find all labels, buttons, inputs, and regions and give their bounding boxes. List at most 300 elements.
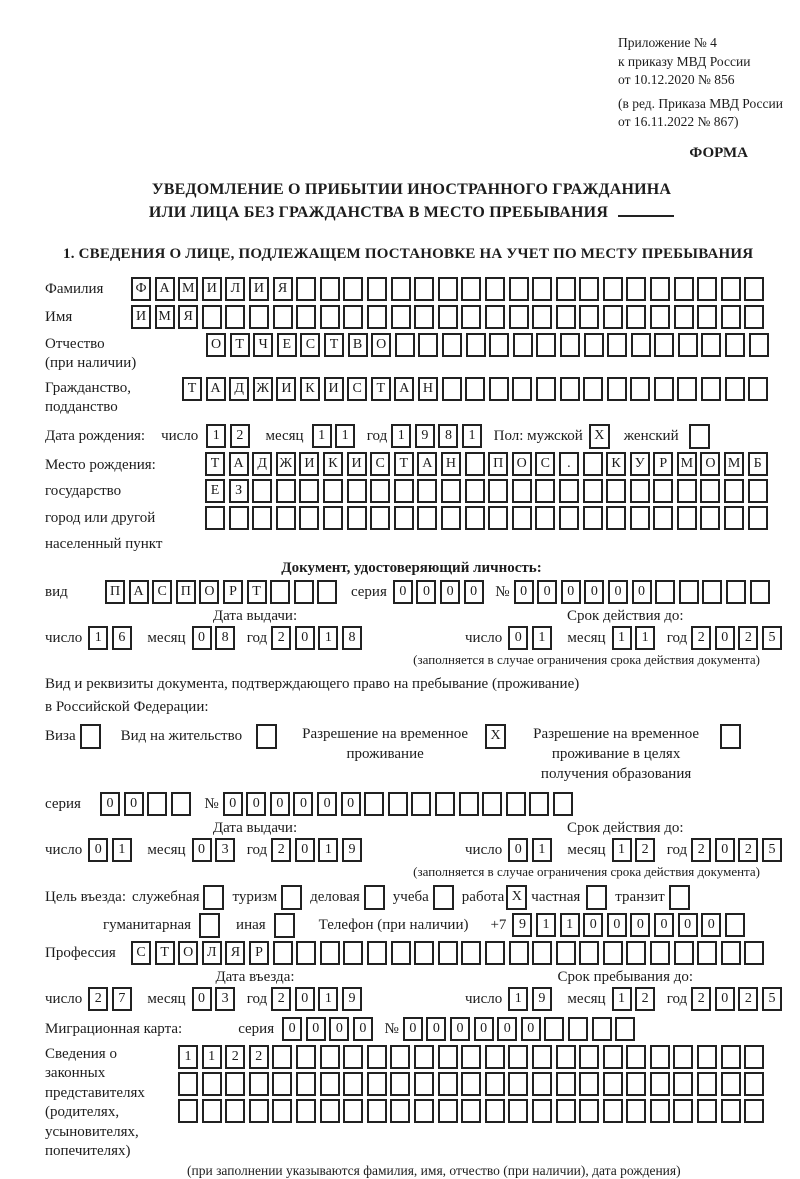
surname-cell[interactable]: [579, 277, 599, 301]
birthplace-cell[interactable]: [653, 479, 673, 503]
given-name-cell[interactable]: [273, 305, 293, 329]
surname-cell[interactable]: [674, 277, 694, 301]
representative-cell[interactable]: [225, 1099, 245, 1123]
citizenship-cell[interactable]: Н: [418, 377, 438, 401]
surname-cell[interactable]: [509, 277, 529, 301]
visa-checkbox[interactable]: [80, 724, 101, 749]
patronymic-cell[interactable]: [395, 333, 415, 357]
permit-valid-month-cell[interactable]: 1: [612, 838, 632, 862]
patronymic-cell[interactable]: [725, 333, 745, 357]
entry-year-cell[interactable]: 2: [271, 987, 291, 1011]
profession-cell[interactable]: [532, 941, 552, 965]
birthplace-cell[interactable]: [323, 506, 343, 530]
patronymic-cell[interactable]: Т: [230, 333, 250, 357]
entry-day-cell[interactable]: 7: [112, 987, 132, 1011]
patronymic-cell[interactable]: [536, 333, 556, 357]
birth-day-cell[interactable]: 1: [206, 424, 226, 448]
citizenship-cell[interactable]: [512, 377, 532, 401]
permit-number-cell[interactable]: 0: [270, 792, 290, 816]
temp-residence-checkbox[interactable]: X: [485, 724, 506, 749]
entry-day-cell[interactable]: 2: [88, 987, 108, 1011]
representative-cell[interactable]: [438, 1045, 458, 1069]
surname-cell[interactable]: [343, 277, 363, 301]
doc-valid-year-cell[interactable]: 2: [738, 626, 758, 650]
doc-valid-year-cell[interactable]: 5: [762, 626, 782, 650]
patronymic-cell[interactable]: С: [300, 333, 320, 357]
given-name-cell[interactable]: [556, 305, 576, 329]
profession-cell[interactable]: О: [178, 941, 198, 965]
representative-cell[interactable]: [721, 1099, 741, 1123]
permit-number-cell[interactable]: [553, 792, 573, 816]
surname-cell[interactable]: [391, 277, 411, 301]
surname-cell[interactable]: [603, 277, 623, 301]
doc-issue-year-cell[interactable]: 8: [342, 626, 362, 650]
permit-valid-year-cell[interactable]: 2: [738, 838, 758, 862]
birthplace-cell[interactable]: [748, 506, 768, 530]
doc-number-cell[interactable]: [655, 580, 675, 604]
patronymic-cell[interactable]: [749, 333, 769, 357]
doc-number-cell[interactable]: 0: [561, 580, 581, 604]
given-name-cell[interactable]: [320, 305, 340, 329]
representative-cell[interactable]: [532, 1072, 552, 1096]
doc-series-cell[interactable]: 0: [464, 580, 484, 604]
citizenship-cell[interactable]: [725, 377, 745, 401]
citizenship-cell[interactable]: [654, 377, 674, 401]
representative-cell[interactable]: [461, 1045, 481, 1069]
doc-issue-month-cell[interactable]: 8: [215, 626, 235, 650]
birthplace-cell[interactable]: [417, 506, 437, 530]
birthplace-cell[interactable]: [700, 506, 720, 530]
citizenship-cell[interactable]: Т: [371, 377, 391, 401]
profession-cell[interactable]: Л: [202, 941, 222, 965]
permit-issue-year-cell[interactable]: 2: [271, 838, 291, 862]
birth-year-cell[interactable]: 8: [438, 424, 458, 448]
birthplace-cell[interactable]: [394, 479, 414, 503]
surname-cell[interactable]: [414, 277, 434, 301]
birthplace-cell[interactable]: .: [559, 452, 579, 476]
migration-number-cell[interactable]: 0: [426, 1017, 446, 1041]
migration-series-cell[interactable]: 0: [353, 1017, 373, 1041]
birthplace-cell[interactable]: [465, 452, 485, 476]
given-name-cell[interactable]: [343, 305, 363, 329]
surname-cell[interactable]: А: [155, 277, 175, 301]
representative-cell[interactable]: [579, 1099, 599, 1123]
purpose-private-checkbox[interactable]: [586, 885, 607, 910]
citizenship-cell[interactable]: [583, 377, 603, 401]
citizenship-cell[interactable]: [489, 377, 509, 401]
permit-series-cell[interactable]: [171, 792, 191, 816]
surname-cell[interactable]: [650, 277, 670, 301]
birthplace-cell[interactable]: [630, 479, 650, 503]
birthplace-cell[interactable]: А: [229, 452, 249, 476]
profession-cell[interactable]: [603, 941, 623, 965]
doc-kind-cell[interactable]: Т: [247, 580, 267, 604]
birthplace-cell[interactable]: [347, 506, 367, 530]
birthplace-cell[interactable]: У: [630, 452, 650, 476]
surname-cell[interactable]: М: [178, 277, 198, 301]
representative-cell[interactable]: [320, 1045, 340, 1069]
profession-cell[interactable]: [509, 941, 529, 965]
given-name-cell[interactable]: [579, 305, 599, 329]
representative-cell[interactable]: [438, 1099, 458, 1123]
phone-digit-cell[interactable]: 1: [560, 913, 580, 937]
permit-valid-month-cell[interactable]: 2: [635, 838, 655, 862]
permit-number-cell[interactable]: [506, 792, 526, 816]
representative-cell[interactable]: [721, 1072, 741, 1096]
representative-cell[interactable]: 1: [178, 1045, 198, 1069]
permit-valid-year-cell[interactable]: 5: [762, 838, 782, 862]
representative-cell[interactable]: [485, 1045, 505, 1069]
representative-cell[interactable]: [744, 1045, 764, 1069]
phone-digit-cell[interactable]: 0: [654, 913, 674, 937]
citizenship-cell[interactable]: [630, 377, 650, 401]
birthplace-cell[interactable]: И: [299, 452, 319, 476]
profession-cell[interactable]: [296, 941, 316, 965]
profession-cell[interactable]: [626, 941, 646, 965]
representative-cell[interactable]: [367, 1072, 387, 1096]
patronymic-cell[interactable]: [513, 333, 533, 357]
profession-cell[interactable]: [438, 941, 458, 965]
permit-valid-year-cell[interactable]: 0: [715, 838, 735, 862]
birthplace-cell[interactable]: М: [677, 452, 697, 476]
sex-female-checkbox[interactable]: [689, 424, 710, 449]
profession-cell[interactable]: [650, 941, 670, 965]
permit-issue-year-cell[interactable]: 1: [318, 838, 338, 862]
entry-month-cell[interactable]: 3: [215, 987, 235, 1011]
phone-digit-cell[interactable]: 0: [583, 913, 603, 937]
birthplace-cell[interactable]: [724, 506, 744, 530]
migration-series-cell[interactable]: 0: [306, 1017, 326, 1041]
permit-issue-month-cell[interactable]: 0: [192, 838, 212, 862]
temp-edu-checkbox[interactable]: [720, 724, 741, 749]
given-name-cell[interactable]: [626, 305, 646, 329]
representative-cell[interactable]: [178, 1099, 198, 1123]
entry-year-cell[interactable]: 1: [318, 987, 338, 1011]
migration-number-cell[interactable]: [615, 1017, 635, 1041]
purpose-study-checkbox[interactable]: [433, 885, 454, 910]
purpose-official-checkbox[interactable]: [203, 885, 224, 910]
given-name-cell[interactable]: М: [155, 305, 175, 329]
representative-cell[interactable]: [697, 1072, 717, 1096]
given-name-cell[interactable]: [438, 305, 458, 329]
given-name-cell[interactable]: [485, 305, 505, 329]
representative-cell[interactable]: [532, 1099, 552, 1123]
representative-cell[interactable]: [296, 1072, 316, 1096]
representative-cell[interactable]: [320, 1099, 340, 1123]
profession-cell[interactable]: [414, 941, 434, 965]
birthplace-cell[interactable]: [488, 479, 508, 503]
permit-number-cell[interactable]: [529, 792, 549, 816]
given-name-cell[interactable]: [603, 305, 623, 329]
profession-cell[interactable]: [485, 941, 505, 965]
profession-cell[interactable]: [721, 941, 741, 965]
surname-cell[interactable]: [485, 277, 505, 301]
birthplace-cell[interactable]: [229, 506, 249, 530]
permit-number-cell[interactable]: 0: [223, 792, 243, 816]
doc-issue-year-cell[interactable]: 0: [295, 626, 315, 650]
surname-cell[interactable]: [697, 277, 717, 301]
surname-cell[interactable]: [532, 277, 552, 301]
birthplace-cell[interactable]: [583, 452, 603, 476]
profession-cell[interactable]: [579, 941, 599, 965]
profession-cell[interactable]: [273, 941, 293, 965]
birthplace-cell[interactable]: [700, 479, 720, 503]
representative-cell[interactable]: [343, 1072, 363, 1096]
birthplace-cell[interactable]: [559, 479, 579, 503]
surname-cell[interactable]: Ф: [131, 277, 151, 301]
patronymic-cell[interactable]: Т: [324, 333, 344, 357]
representative-cell[interactable]: [249, 1072, 269, 1096]
patronymic-cell[interactable]: О: [206, 333, 226, 357]
representative-cell[interactable]: [508, 1045, 528, 1069]
representative-cell[interactable]: [202, 1072, 222, 1096]
birthplace-cell[interactable]: [441, 479, 461, 503]
stay-year-cell[interactable]: 0: [715, 987, 735, 1011]
birthplace-cell[interactable]: А: [417, 452, 437, 476]
representative-cell[interactable]: [296, 1045, 316, 1069]
given-name-cell[interactable]: [367, 305, 387, 329]
doc-number-cell[interactable]: [679, 580, 699, 604]
phone-digit-cell[interactable]: 0: [701, 913, 721, 937]
sex-male-checkbox[interactable]: X: [589, 424, 610, 449]
patronymic-cell[interactable]: О: [371, 333, 391, 357]
representative-cell[interactable]: [461, 1099, 481, 1123]
representative-cell[interactable]: [532, 1045, 552, 1069]
patronymic-cell[interactable]: [631, 333, 651, 357]
representative-cell[interactable]: [390, 1099, 410, 1123]
given-name-cell[interactable]: [296, 305, 316, 329]
profession-cell[interactable]: [744, 941, 764, 965]
surname-cell[interactable]: [744, 277, 764, 301]
permit-issue-day-cell[interactable]: 1: [112, 838, 132, 862]
surname-cell[interactable]: [367, 277, 387, 301]
given-name-cell[interactable]: [461, 305, 481, 329]
birthplace-cell[interactable]: [677, 506, 697, 530]
surname-cell[interactable]: Я: [273, 277, 293, 301]
birthplace-cell[interactable]: [748, 479, 768, 503]
representative-cell[interactable]: [320, 1072, 340, 1096]
birthplace-cell[interactable]: Б: [748, 452, 768, 476]
permit-number-cell[interactable]: [482, 792, 502, 816]
representative-cell[interactable]: [556, 1099, 576, 1123]
representative-cell[interactable]: [626, 1072, 646, 1096]
representative-cell[interactable]: [414, 1045, 434, 1069]
representative-cell[interactable]: [673, 1045, 693, 1069]
given-name-cell[interactable]: [249, 305, 269, 329]
profession-cell[interactable]: [391, 941, 411, 965]
birthplace-cell[interactable]: Д: [252, 452, 272, 476]
doc-kind-cell[interactable]: Р: [223, 580, 243, 604]
representative-cell[interactable]: [603, 1099, 623, 1123]
doc-valid-month-cell[interactable]: 1: [635, 626, 655, 650]
representative-cell[interactable]: [249, 1099, 269, 1123]
surname-cell[interactable]: [296, 277, 316, 301]
birthplace-cell[interactable]: [512, 506, 532, 530]
citizenship-cell[interactable]: К: [300, 377, 320, 401]
representative-cell[interactable]: 1: [202, 1045, 222, 1069]
representative-cell[interactable]: [438, 1072, 458, 1096]
entry-year-cell[interactable]: 0: [295, 987, 315, 1011]
birth-year-cell[interactable]: 1: [391, 424, 411, 448]
purpose-humanitarian-checkbox[interactable]: [199, 913, 220, 938]
birthplace-cell[interactable]: [653, 506, 673, 530]
birthplace-cell[interactable]: [465, 479, 485, 503]
representative-cell[interactable]: [485, 1072, 505, 1096]
doc-number-cell[interactable]: 0: [584, 580, 604, 604]
citizenship-cell[interactable]: А: [394, 377, 414, 401]
birthplace-cell[interactable]: [347, 479, 367, 503]
doc-kind-cell[interactable]: [294, 580, 314, 604]
birthplace-cell[interactable]: [441, 506, 461, 530]
profession-cell[interactable]: [320, 941, 340, 965]
profession-cell[interactable]: Р: [249, 941, 269, 965]
permit-number-cell[interactable]: [435, 792, 455, 816]
stay-year-cell[interactable]: 2: [691, 987, 711, 1011]
birthplace-cell[interactable]: О: [512, 452, 532, 476]
doc-kind-cell[interactable]: П: [105, 580, 125, 604]
birthplace-cell[interactable]: [583, 479, 603, 503]
doc-number-cell[interactable]: [702, 580, 722, 604]
purpose-business-checkbox[interactable]: [364, 885, 385, 910]
permit-valid-day-cell[interactable]: 1: [532, 838, 552, 862]
representative-cell[interactable]: [579, 1072, 599, 1096]
patronymic-cell[interactable]: [489, 333, 509, 357]
patronymic-cell[interactable]: [701, 333, 721, 357]
birthplace-cell[interactable]: М: [724, 452, 744, 476]
permit-series-cell[interactable]: [147, 792, 167, 816]
citizenship-cell[interactable]: [536, 377, 556, 401]
doc-number-cell[interactable]: 0: [514, 580, 534, 604]
permit-number-cell[interactable]: [364, 792, 384, 816]
permit-valid-day-cell[interactable]: 0: [508, 838, 528, 862]
representative-cell[interactable]: [296, 1099, 316, 1123]
citizenship-cell[interactable]: [607, 377, 627, 401]
given-name-cell[interactable]: [697, 305, 717, 329]
citizenship-cell[interactable]: [465, 377, 485, 401]
given-name-cell[interactable]: [225, 305, 245, 329]
birthplace-cell[interactable]: [323, 479, 343, 503]
purpose-other-checkbox[interactable]: [274, 913, 295, 938]
birthplace-cell[interactable]: [276, 506, 296, 530]
migration-number-cell[interactable]: 0: [521, 1017, 541, 1041]
representative-cell[interactable]: [367, 1045, 387, 1069]
surname-cell[interactable]: [438, 277, 458, 301]
citizenship-cell[interactable]: Т: [182, 377, 202, 401]
migration-number-cell[interactable]: 0: [403, 1017, 423, 1041]
birth-year-cell[interactable]: 1: [462, 424, 482, 448]
citizenship-cell[interactable]: И: [324, 377, 344, 401]
birthplace-cell[interactable]: [606, 479, 626, 503]
phone-digit-cell[interactable]: 1: [536, 913, 556, 937]
representative-cell[interactable]: [744, 1099, 764, 1123]
citizenship-cell[interactable]: [560, 377, 580, 401]
representative-cell[interactable]: [603, 1072, 623, 1096]
permit-number-cell[interactable]: [388, 792, 408, 816]
stay-day-cell[interactable]: 9: [532, 987, 552, 1011]
surname-cell[interactable]: [556, 277, 576, 301]
given-name-cell[interactable]: [721, 305, 741, 329]
doc-number-cell[interactable]: 0: [632, 580, 652, 604]
birthplace-cell[interactable]: [606, 506, 626, 530]
representative-cell[interactable]: [673, 1099, 693, 1123]
given-name-cell[interactable]: [509, 305, 529, 329]
doc-number-cell[interactable]: 0: [537, 580, 557, 604]
representative-cell[interactable]: [508, 1099, 528, 1123]
birth-year-cell[interactable]: 9: [415, 424, 435, 448]
citizenship-cell[interactable]: Ж: [253, 377, 273, 401]
representative-cell[interactable]: [508, 1072, 528, 1096]
birthplace-cell[interactable]: Т: [205, 452, 225, 476]
phone-digit-cell[interactable]: 9: [512, 913, 532, 937]
representative-cell[interactable]: [272, 1072, 292, 1096]
representative-cell[interactable]: [367, 1099, 387, 1123]
phone-digit-cell[interactable]: 0: [678, 913, 698, 937]
patronymic-cell[interactable]: [442, 333, 462, 357]
citizenship-cell[interactable]: [442, 377, 462, 401]
migration-number-cell[interactable]: 0: [474, 1017, 494, 1041]
patronymic-cell[interactable]: В: [348, 333, 368, 357]
birthplace-cell[interactable]: [535, 506, 555, 530]
patronymic-cell[interactable]: [466, 333, 486, 357]
given-name-cell[interactable]: [202, 305, 222, 329]
permit-issue-day-cell[interactable]: 0: [88, 838, 108, 862]
representative-cell[interactable]: [178, 1072, 198, 1096]
doc-issue-year-cell[interactable]: 2: [271, 626, 291, 650]
permit-number-cell[interactable]: 0: [341, 792, 361, 816]
doc-number-cell[interactable]: 0: [608, 580, 628, 604]
birthplace-cell[interactable]: О: [700, 452, 720, 476]
surname-cell[interactable]: [721, 277, 741, 301]
phone-digit-cell[interactable]: 0: [630, 913, 650, 937]
birthplace-cell[interactable]: [370, 479, 390, 503]
phone-digit-cell[interactable]: [725, 913, 745, 937]
birthplace-cell[interactable]: [583, 506, 603, 530]
profession-cell[interactable]: С: [131, 941, 151, 965]
patronymic-cell[interactable]: [584, 333, 604, 357]
doc-valid-month-cell[interactable]: 1: [612, 626, 632, 650]
doc-kind-cell[interactable]: О: [199, 580, 219, 604]
representative-cell[interactable]: 2: [225, 1045, 245, 1069]
doc-valid-year-cell[interactable]: 2: [691, 626, 711, 650]
profession-cell[interactable]: [367, 941, 387, 965]
residence-permit-checkbox[interactable]: [256, 724, 277, 749]
birthplace-cell[interactable]: П: [488, 452, 508, 476]
representative-cell[interactable]: [697, 1045, 717, 1069]
doc-issue-year-cell[interactable]: 1: [318, 626, 338, 650]
representative-cell[interactable]: [697, 1099, 717, 1123]
birthplace-cell[interactable]: С: [370, 452, 390, 476]
stay-year-cell[interactable]: 5: [762, 987, 782, 1011]
doc-kind-cell[interactable]: [317, 580, 337, 604]
permit-valid-year-cell[interactable]: 2: [691, 838, 711, 862]
stay-day-cell[interactable]: 1: [508, 987, 528, 1011]
doc-series-cell[interactable]: 0: [393, 580, 413, 604]
representative-cell[interactable]: [603, 1045, 623, 1069]
birthplace-cell[interactable]: [630, 506, 650, 530]
migration-series-cell[interactable]: 0: [329, 1017, 349, 1041]
birth-month-cell[interactable]: 1: [335, 424, 355, 448]
representative-cell[interactable]: [225, 1072, 245, 1096]
doc-valid-year-cell[interactable]: 0: [715, 626, 735, 650]
patronymic-cell[interactable]: Ч: [253, 333, 273, 357]
patronymic-cell[interactable]: [418, 333, 438, 357]
given-name-cell[interactable]: [674, 305, 694, 329]
birthplace-cell[interactable]: [252, 479, 272, 503]
given-name-cell[interactable]: И: [131, 305, 151, 329]
doc-kind-cell[interactable]: С: [152, 580, 172, 604]
representative-cell[interactable]: [721, 1045, 741, 1069]
birthplace-cell[interactable]: [724, 479, 744, 503]
